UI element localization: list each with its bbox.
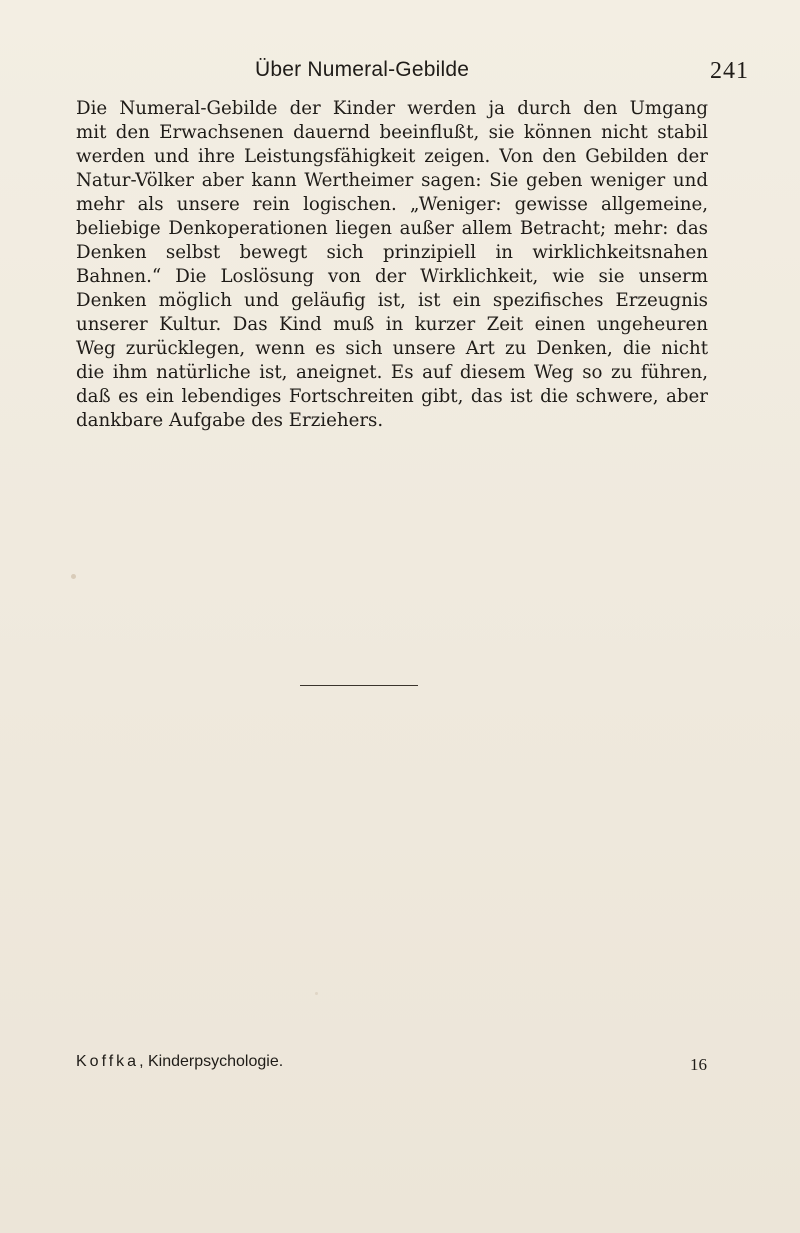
book-title: , Kinderpsychologie. <box>139 1053 284 1070</box>
text-line: Weg zurücklegen, wenn es sich unsere Art zu Denken, die nicht <box>76 338 708 359</box>
text-line: Denken selbst bewegt sich prinzipiell in wirklichkeitsnahen <box>76 242 708 263</box>
text-line: mehr als unsere rein logischen. „Weniger: gewisse allgemeine, <box>76 194 708 215</box>
page-number: 241 <box>710 58 749 84</box>
text-line: dankbare Aufgabe des Erziehers. <box>76 410 384 431</box>
text-line: daß es ein lebendiges Fortschreiten gibt, das ist die schwere, aber <box>76 386 708 407</box>
text-line: unserer Kultur. Das Kind muß in kurzer Zeit einen ungeheuren <box>76 314 708 335</box>
text-line: werden und ihre Leistungsfähigkeit zeigen. Von den Gebilden der <box>76 146 708 167</box>
text-line: Natur-Völker aber kann Wertheimer sagen: Sie geben weniger und <box>76 170 708 191</box>
paper-speck <box>315 992 318 995</box>
paper-speck <box>71 574 76 579</box>
footer-signature <box>76 1053 283 1071</box>
running-head: Über Numeral-Gebilde <box>255 58 470 81</box>
text-line: Denken möglich und geläufig ist, ist ein spezifisches Erzeugnis <box>76 290 708 311</box>
text-line: Die Numeral-Gebilde der Kinder werden ja durch den Umgang <box>76 98 708 119</box>
text-line: mit den Erwachsenen dauernd beeinflußt, sie können nicht stabil <box>76 122 708 143</box>
text-line: die ihm natürliche ist, aneignet. Es auf diesem Weg so zu führen, <box>76 362 708 383</box>
text-line: Bahnen.“ Die Loslösung von der Wirklichkeit, wie sie unserm <box>76 266 708 287</box>
author-name: Koffka <box>76 1053 140 1070</box>
signature-mark: 16 <box>690 1055 707 1074</box>
section-divider <box>300 685 418 686</box>
body-paragraph <box>76 97 708 433</box>
text-line: beliebige Denkoperationen liegen außer allem Betracht; mehr: das <box>76 218 708 239</box>
